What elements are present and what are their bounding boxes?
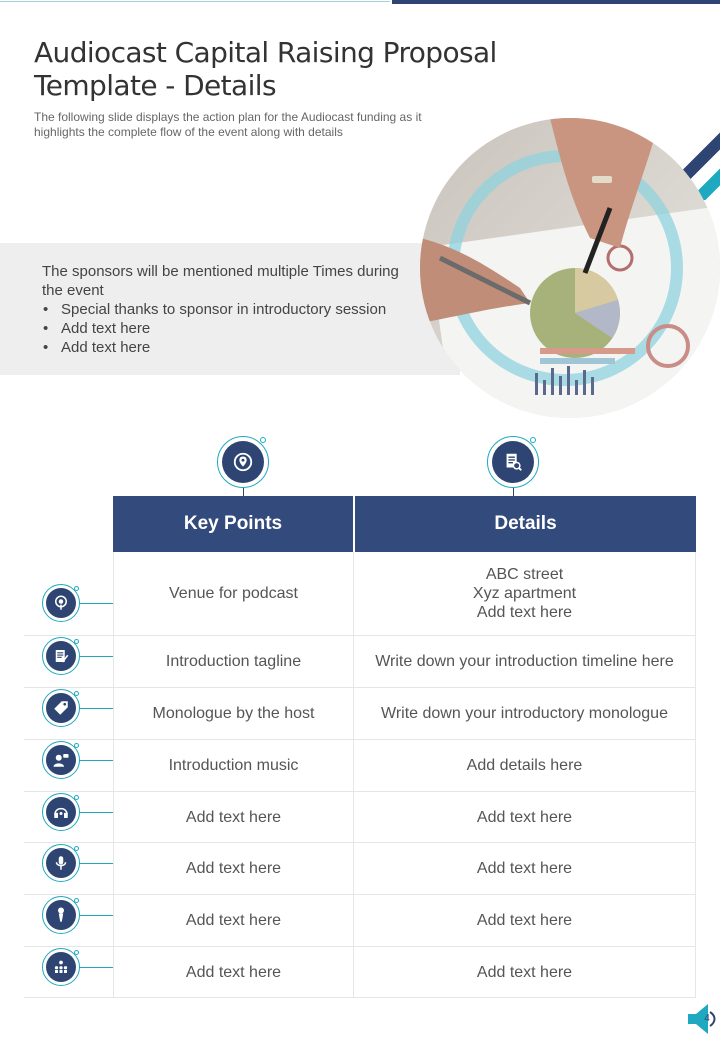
- slide-subtitle: The following slide displays the action plan for the Audiocast funding as it highlights the complete flow of the event along with details: [34, 110, 422, 139]
- callout-bullet: • Special thanks to sponsor in introductory session: [42, 300, 422, 319]
- handheld-mic-icon: [42, 896, 80, 934]
- details-line: Write down your introductory monologue: [381, 705, 668, 722]
- key-point-cell: Introduction music: [113, 740, 354, 791]
- key-point-cell: Monologue by the host: [113, 688, 354, 739]
- podcast-icon: [42, 584, 80, 622]
- details-line: Add details here: [466, 757, 583, 774]
- table-row: [24, 636, 696, 688]
- details-cell: [354, 843, 696, 894]
- key-points-header: Key Points: [113, 496, 353, 552]
- top-accent-line: [0, 1, 390, 2]
- microphone-icon: [42, 844, 80, 882]
- callout-bullet: • Add text here: [42, 319, 422, 338]
- details-line: ABC street: [485, 566, 564, 583]
- details-line: Add text here: [476, 912, 573, 929]
- key-point-cell: Venue for podcast: [113, 552, 354, 635]
- key-point-cell: Add text here: [113, 895, 354, 946]
- details-line: Add text here: [476, 808, 573, 826]
- details-line: Add text here: [476, 604, 573, 621]
- page-number: 4: [704, 1013, 710, 1024]
- key-point-cell: Add text here: [113, 792, 354, 842]
- table-row: [24, 688, 696, 740]
- headphones-icon: [42, 793, 80, 831]
- details-line: Xyz apartment: [472, 585, 577, 602]
- callout-bullets: [42, 300, 422, 357]
- audience-icon: [42, 948, 80, 986]
- details-header: Details: [355, 496, 696, 552]
- details-cell: [354, 947, 696, 997]
- slide-title: Audiocast Capital Raising Proposal Template - Details: [34, 36, 497, 102]
- speaker-person-icon: [42, 741, 80, 779]
- table-row: [24, 947, 696, 998]
- location-pin-icon: [217, 436, 269, 488]
- callout-text: [42, 262, 422, 357]
- document-search-icon: [487, 436, 539, 488]
- table-row: [24, 843, 696, 895]
- details-line: Write down your introduction timeline here: [375, 653, 674, 670]
- details-cell: [354, 895, 696, 946]
- details-cell: [354, 552, 696, 635]
- key-point-cell: Introduction tagline: [113, 636, 354, 687]
- table-row: [24, 895, 696, 947]
- callout-bullet: • Add text here: [42, 338, 422, 357]
- table-row: [24, 792, 696, 843]
- callout-intro: The sponsors will be mentioned multiple Times during the event: [42, 263, 399, 299]
- table-row: [24, 740, 696, 792]
- top-accent-bar: [392, 0, 720, 4]
- details-cell: [354, 792, 696, 842]
- details-cell: [354, 740, 696, 791]
- script-icon: [42, 637, 80, 675]
- details-cell: [354, 636, 696, 687]
- key-point-cell: Add text here: [113, 947, 354, 997]
- key-point-cell: Add text here: [113, 843, 354, 894]
- details-line: Add text here: [476, 860, 573, 877]
- details-line: Add text here: [476, 963, 573, 981]
- tag-icon: [42, 689, 80, 727]
- details-cell: [354, 688, 696, 739]
- table-row: [24, 552, 696, 636]
- meeting-photo: [420, 118, 720, 418]
